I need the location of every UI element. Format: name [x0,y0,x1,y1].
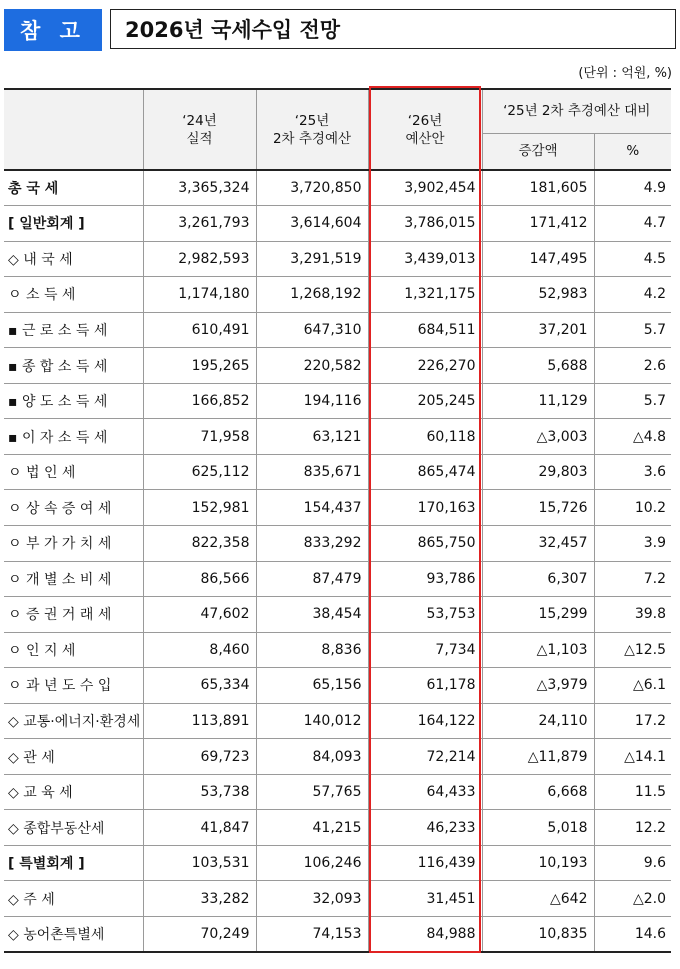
change-percent: 12.2 [594,810,671,846]
value-2024: 3,365,324 [143,170,256,206]
header-2024-label: 실적 [186,130,213,147]
table-row [4,383,671,419]
value-2025: 833,292 [256,525,368,561]
row-label: ㅇ 개 별 소 비 세 [4,561,143,597]
value-2026: 865,474 [368,454,482,490]
header-2025-year: ‘25년 [294,112,330,129]
reference-badge: 참 고 [4,9,102,51]
row-label: ▪ 이 자 소 득 세 [4,419,143,455]
value-2026: 865,750 [368,525,482,561]
row-label: ㅇ 부 가 가 치 세 [4,525,143,561]
table-row [4,490,671,526]
table-row [4,597,671,633]
value-2024: 625,112 [143,454,256,490]
table-row [4,241,671,277]
change-amount: △3,003 [482,419,594,455]
change-amount: 32,457 [482,525,594,561]
change-amount: 6,307 [482,561,594,597]
header-2024-actual [143,89,256,170]
value-2025: 220,582 [256,348,368,384]
change-amount: 10,835 [482,916,594,952]
value-2025: 8,836 [256,632,368,668]
header-corner [4,89,143,170]
change-percent: 5.7 [594,312,671,348]
change-percent: 14.6 [594,916,671,952]
table-row [4,703,671,739]
value-2025: 3,720,850 [256,170,368,206]
header-2025-label: 2차 추경예산 [272,130,352,147]
change-percent: 10.2 [594,490,671,526]
change-amount: 171,412 [482,206,594,242]
value-2026: 3,902,454 [368,170,482,206]
row-label: ▪ 양 도 소 득 세 [4,383,143,419]
value-2026: 60,118 [368,419,482,455]
value-2025: 41,215 [256,810,368,846]
change-amount: 5,018 [482,810,594,846]
value-2026: 684,511 [368,312,482,348]
value-2025: 194,116 [256,383,368,419]
value-2025: 140,012 [256,703,368,739]
change-percent: △12.5 [594,632,671,668]
value-2024: 2,982,593 [143,241,256,277]
row-label: ㅇ 과 년 도 수 입 [4,668,143,704]
table-row [4,312,671,348]
tax-revenue-table [4,88,671,953]
change-percent: 4.5 [594,241,671,277]
page-header [4,9,676,51]
value-2025: 835,671 [256,454,368,490]
change-amount: △1,103 [482,632,594,668]
value-2025: 647,310 [256,312,368,348]
change-amount: 15,299 [482,597,594,633]
change-percent: 11.5 [594,774,671,810]
value-2026: 164,122 [368,703,482,739]
table-row [4,206,671,242]
change-amount: 147,495 [482,241,594,277]
table-row [4,845,671,881]
header-2026-year: ‘26년 [407,112,443,129]
table-row [4,668,671,704]
value-2024: 69,723 [143,739,256,775]
value-2024: 53,738 [143,774,256,810]
value-2024: 3,261,793 [143,206,256,242]
value-2025: 84,093 [256,739,368,775]
value-2025: 74,153 [256,916,368,952]
value-2024: 152,981 [143,490,256,526]
header-2026-budget [368,89,482,170]
value-2026: 46,233 [368,810,482,846]
change-percent: 17.2 [594,703,671,739]
value-2026: 53,753 [368,597,482,633]
value-2024: 103,531 [143,845,256,881]
change-amount: △3,979 [482,668,594,704]
table-row [4,774,671,810]
table-row [4,881,671,917]
value-2026: 1,321,175 [368,277,482,313]
table-row [4,419,671,455]
table-row [4,632,671,668]
value-2026: 72,214 [368,739,482,775]
change-percent: 3.6 [594,454,671,490]
value-2024: 166,852 [143,383,256,419]
value-2024: 86,566 [143,561,256,597]
value-2026: 3,786,015 [368,206,482,242]
row-label: ◇ 교 육 세 [4,774,143,810]
unit-note: (단위 : 억원, %) [578,66,672,81]
table-row [4,277,671,313]
value-2025: 154,437 [256,490,368,526]
change-amount: 5,688 [482,348,594,384]
value-2024: 71,958 [143,419,256,455]
change-amount: 10,193 [482,845,594,881]
row-label: ◇ 교통·에너지·환경세 [4,703,143,739]
change-percent: 4.7 [594,206,671,242]
value-2026: 84,988 [368,916,482,952]
table-row [4,170,671,206]
value-2025: 63,121 [256,419,368,455]
row-label: ◇ 종합부동산세 [4,810,143,846]
row-label: [ 일반회계 ] [4,206,143,242]
change-amount: △11,879 [482,739,594,775]
value-2026: 31,451 [368,881,482,917]
row-label: ◇ 관 세 [4,739,143,775]
value-2024: 195,265 [143,348,256,384]
value-2025: 1,268,192 [256,277,368,313]
value-2024: 47,602 [143,597,256,633]
row-label: ㅇ 상 속 증 여 세 [4,490,143,526]
change-percent: 4.2 [594,277,671,313]
row-label: ◇ 주 세 [4,881,143,917]
row-label: ㅇ 소 득 세 [4,277,143,313]
value-2024: 1,174,180 [143,277,256,313]
change-amount: 24,110 [482,703,594,739]
value-2026: 116,439 [368,845,482,881]
change-amount: △642 [482,881,594,917]
row-label: ◇ 농어촌특별세 [4,916,143,952]
header-change-amount: 증감액 [482,133,594,170]
value-2025: 106,246 [256,845,368,881]
value-2026: 64,433 [368,774,482,810]
change-percent: △14.1 [594,739,671,775]
value-2024: 33,282 [143,881,256,917]
table-row [4,810,671,846]
value-2025: 3,291,519 [256,241,368,277]
row-label: ㅇ 증 권 거 래 세 [4,597,143,633]
value-2026: 205,245 [368,383,482,419]
value-2024: 41,847 [143,810,256,846]
change-amount: 37,201 [482,312,594,348]
change-amount: 15,726 [482,490,594,526]
page-title: 2026년 국세수입 전망 [110,9,676,49]
change-percent: 5.7 [594,383,671,419]
value-2025: 87,479 [256,561,368,597]
value-2026: 7,734 [368,632,482,668]
change-percent: △6.1 [594,668,671,704]
row-label: [ 특별회계 ] [4,845,143,881]
value-2025: 38,454 [256,597,368,633]
value-2024: 610,491 [143,312,256,348]
row-label: ㅇ 법 인 세 [4,454,143,490]
change-amount: 52,983 [482,277,594,313]
row-label: ◇ 내 국 세 [4,241,143,277]
value-2024: 8,460 [143,632,256,668]
change-amount: 11,129 [482,383,594,419]
value-2024: 65,334 [143,668,256,704]
change-percent: △2.0 [594,881,671,917]
row-label: ▪ 종 합 소 득 세 [4,348,143,384]
row-label: ㅇ 인 지 세 [4,632,143,668]
table-row [4,525,671,561]
change-percent: 2.6 [594,348,671,384]
change-percent: 9.6 [594,845,671,881]
change-percent: 4.9 [594,170,671,206]
change-percent: 7.2 [594,561,671,597]
table-row [4,561,671,597]
change-percent: △4.8 [594,419,671,455]
header-change-percent: % [594,133,671,170]
header-2024-year: ‘24년 [182,112,217,129]
table-row [4,739,671,775]
value-2024: 822,358 [143,525,256,561]
header-comparison: ‘25년 2차 추경예산 대비 [482,89,671,133]
change-amount: 29,803 [482,454,594,490]
value-2024: 113,891 [143,703,256,739]
value-2026: 170,163 [368,490,482,526]
value-2026: 3,439,013 [368,241,482,277]
change-amount: 181,605 [482,170,594,206]
header-2026-label: 예산안 [405,130,445,147]
change-amount: 6,668 [482,774,594,810]
row-label: 총 국 세 [4,170,143,206]
table-row [4,454,671,490]
value-2025: 57,765 [256,774,368,810]
change-percent: 3.9 [594,525,671,561]
value-2025: 65,156 [256,668,368,704]
value-2026: 93,786 [368,561,482,597]
value-2024: 70,249 [143,916,256,952]
change-percent: 39.8 [594,597,671,633]
header-2025-supplementary [256,89,368,170]
value-2026: 226,270 [368,348,482,384]
row-label: ▪ 근 로 소 득 세 [4,312,143,348]
value-2026: 61,178 [368,668,482,704]
table-row [4,348,671,384]
value-2025: 3,614,604 [256,206,368,242]
table-row [4,916,671,952]
value-2025: 32,093 [256,881,368,917]
